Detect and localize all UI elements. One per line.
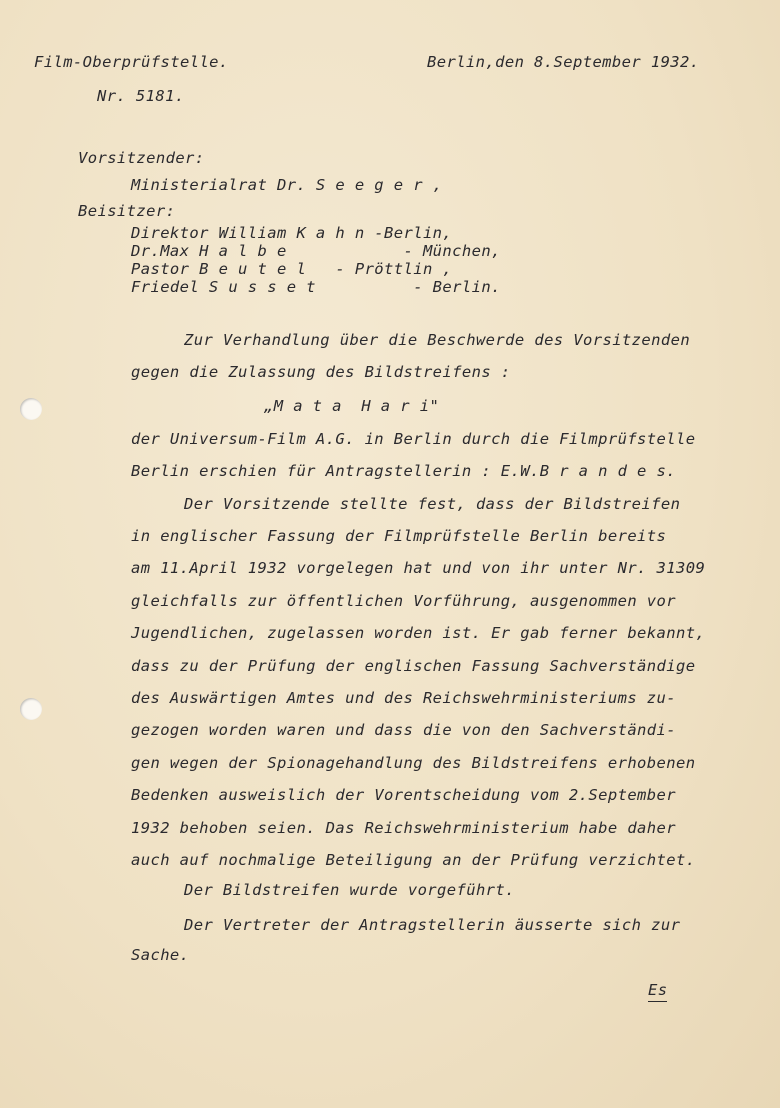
body-line: Der Vorsitzende stellte fest, dass der Bildstreifen	[184, 495, 681, 513]
body-line: gleichfalls zur öffentlichen Vorführung, ausgenommen vor	[131, 592, 676, 610]
file-number: Nr. 5181.	[97, 87, 185, 105]
assessor-item: Pastor B e u t e l - Pröttlin ,	[131, 260, 453, 278]
body-line: gezogen worden waren und dass die von den Sachverständi-	[131, 721, 676, 739]
body-line: Berlin erschien für Antragstellerin : E.W.B r a n d e s.	[131, 462, 676, 480]
body-line: gen wegen der Spionagehandlung des Bildstreifens erhobenen	[131, 754, 696, 772]
body-line: Der Bildstreifen wurde vorgeführt.	[184, 881, 515, 899]
body-line: auch auf nochmalige Beteiligung an der Prüfung verzichtet.	[131, 851, 696, 869]
body-line: Jugendlichen, zugelassen worden ist. Er gab ferner bekannt,	[131, 624, 706, 642]
body-line: des Auswärtigen Amtes und des Reichswehrministeriums zu-	[131, 689, 676, 707]
body-line: in englischer Fassung der Filmprüfstelle Berlin bereits	[131, 527, 667, 545]
body-line: gegen die Zulassung des Bildstreifens :	[131, 363, 511, 381]
body-line: dass zu der Prüfung der englischen Fassung Sachverständige	[131, 657, 696, 675]
chair-label: Vorsitzender:	[78, 149, 205, 167]
assessors-label: Beisitzer:	[78, 202, 176, 220]
place-date: Berlin,den 8.September 1932.	[427, 53, 700, 71]
body-line: der Universum-Film A.G. in Berlin durch die Filmprüfstelle	[131, 430, 696, 448]
catchword: Es	[648, 980, 667, 1002]
punch-hole-top	[20, 398, 42, 420]
film-title: „M a t a H a r i"	[264, 397, 440, 415]
assessor-item: Dr.Max H a l b e - München,	[131, 242, 501, 260]
body-line: am 11.April 1932 vorgelegen hat und von ihr unter Nr. 31309	[131, 559, 706, 577]
punch-hole-bottom	[20, 698, 42, 720]
assessor-item: Direktor William K a h n -Berlin,	[131, 224, 453, 242]
body-line: Bedenken ausweislich der Vorentscheidung vom 2.September	[131, 786, 676, 804]
body-line: Sache.	[131, 946, 190, 964]
office-name: Film-Oberprüfstelle.	[34, 53, 229, 71]
body-line: 1932 behoben seien. Das Reichswehrministerium habe daher	[131, 819, 676, 837]
body-line: Zur Verhandlung über die Beschwerde des Vorsitzenden	[184, 331, 691, 349]
chair-name: Ministerialrat Dr. S e e g e r ,	[131, 176, 443, 194]
assessor-item: Friedel S u s s e t - Berlin.	[131, 278, 501, 296]
body-line: Der Vertreter der Antragstellerin äusserte sich zur	[184, 916, 681, 934]
